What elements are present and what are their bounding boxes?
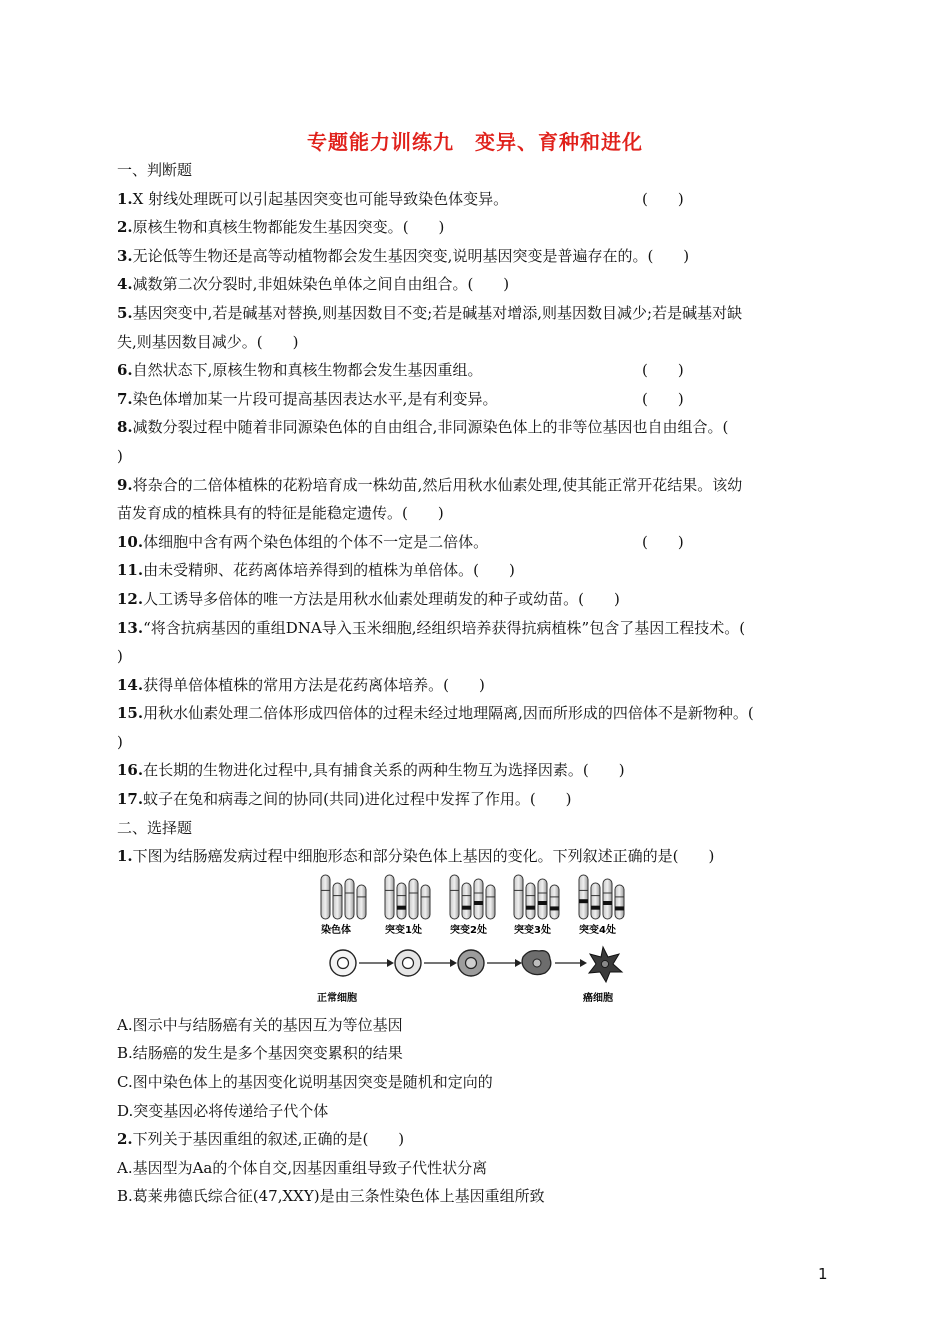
chromosome — [591, 883, 600, 919]
question-number: 2. — [117, 218, 133, 237]
judge-question — [117, 671, 837, 700]
question-number: 15. — [117, 704, 144, 723]
chromosome-group-0 — [321, 875, 366, 919]
mutation-band — [538, 901, 547, 905]
answer-blank[interactable]: ( ) — [256, 332, 299, 351]
answer-blank[interactable]: ( ) — [473, 561, 515, 580]
option-a: A.图示中与结肠癌有关的基因互为等位基因 — [117, 1015, 403, 1034]
question-number: 16. — [117, 761, 144, 780]
chromosome — [333, 883, 342, 919]
figure-label-mutation-3: 突变3处 — [514, 924, 551, 936]
question-number: 3. — [117, 246, 133, 265]
question-text: 人工诱导多倍体的唯一方法是用秋水仙素处理萌发的种子或幼苗。 — [143, 589, 579, 608]
judge-question — [117, 756, 837, 785]
chromosome-group-4 — [579, 875, 624, 919]
question-text: “将含抗病基因的重组DNA导入玉米细胞,经组织培养获得抗病植株”包含了基因工程技术。( — [143, 618, 746, 637]
question-2 — [117, 1125, 837, 1154]
section-heading-choice: 二、选择题 — [117, 818, 193, 837]
answer-blank[interactable]: ( ) — [529, 790, 572, 809]
question-text: X 射线处理既可以引起基因突变也可能导致染色体变异。 — [132, 189, 509, 208]
answer-blank[interactable]: ( ) — [402, 218, 445, 237]
chromosome — [615, 885, 624, 919]
content-body — [117, 156, 837, 1211]
answer-blank[interactable]: ( ) — [642, 189, 684, 208]
cancer-cell-label: 癌细胞 — [583, 992, 613, 1004]
option-c: C.图中染色体上的基因变化说明基因突变是随机和定向的 — [117, 1073, 493, 1092]
judge-question-continued — [117, 499, 837, 528]
judge-question — [117, 270, 837, 299]
question-text: 获得单倍体植株的常用方法是花药离体培养。 — [143, 675, 444, 694]
option-b: B.结肠癌的发生是多个基因突变累积的结果 — [117, 1044, 403, 1063]
question-number: 1. — [117, 189, 133, 208]
question-number: 13. — [117, 618, 144, 637]
judge-question — [117, 699, 837, 728]
answer-blank[interactable]: ( ) — [642, 389, 684, 408]
chromosome — [526, 883, 535, 919]
judge-question — [117, 213, 837, 242]
stage-2-cell-icon — [395, 950, 421, 976]
judge-question — [117, 356, 837, 385]
page-title: 专题能力训练九 变异、育种和进化 — [307, 130, 643, 154]
question-number: 1. — [117, 847, 133, 866]
question-1 — [117, 842, 837, 871]
judge-question — [117, 556, 837, 585]
figure-label-mutation-2: 突变2处 — [450, 924, 487, 936]
judge-question-continued — [117, 328, 837, 357]
question-text: 由未受精卵、花药离体培养得到的植株为单倍体。 — [143, 561, 474, 580]
question-1-options — [117, 1011, 837, 1125]
option-d: D.突变基因必将传递给子代个体 — [117, 1101, 329, 1120]
question-number: 7. — [117, 389, 133, 408]
page-number: 1 — [818, 1265, 828, 1283]
option-a: A.基因型为Aa的个体自交,因基因重组导致子代性状分离 — [117, 1158, 488, 1177]
question-number: 6. — [117, 361, 133, 380]
chromosome — [462, 883, 471, 919]
normal-cell-icon — [330, 950, 356, 976]
question-text: 原核生物和真核生物都能发生基因突变。 — [132, 218, 403, 237]
judge-question — [117, 242, 837, 271]
question-number: 11. — [117, 561, 144, 580]
figure-label-chromosome: 染色体 — [321, 924, 351, 936]
question-text: 自然状态下,原核生物和真核生物都会发生基因重组。 — [132, 361, 483, 380]
chromosome — [450, 875, 459, 919]
mutation-band — [550, 906, 559, 910]
question-text: 蚊子在兔和病毒之间的协同(共同)进化过程中发挥了作用。 — [143, 790, 530, 809]
chromosome — [514, 875, 523, 919]
cancer-cell-icon — [589, 947, 622, 982]
mutation-band — [579, 899, 588, 903]
question-number: 2. — [117, 1130, 133, 1149]
question-stem: 下列关于基因重组的叙述,正确的是( ) — [132, 1130, 405, 1149]
chromosome — [385, 875, 394, 919]
answer-blank[interactable]: ( ) — [642, 532, 684, 551]
question-text: 减数第二次分裂时,非姐妹染色单体之间自由组合。 — [132, 275, 468, 294]
mutation-band — [526, 906, 535, 910]
question-number: 17. — [117, 790, 144, 809]
question-text: 将杂合的二倍体植株的花粉培育成一株幼苗,然后用秋水仙素处理,使其能正常开花结果。该幼 — [132, 475, 743, 494]
answer-blank[interactable]: ( ) — [647, 246, 690, 265]
judge-question — [117, 528, 837, 557]
question-text: 基因突变中,若是碱基对替换,则基因数目不变;若是碱基对增添,则基因数目减少;若是碱基对缺 — [132, 303, 743, 322]
judge-question — [117, 614, 837, 643]
chromosome — [579, 875, 588, 919]
chromosome — [421, 885, 430, 919]
chromosome — [321, 875, 330, 919]
answer-blank[interactable]: ( ) — [402, 504, 444, 523]
judge-question-continued — [117, 642, 837, 671]
chromosome — [397, 883, 406, 919]
question-text: 在长期的生物进化过程中,具有捕食关系的两种生物互为选择因素。 — [143, 761, 583, 780]
judge-question — [117, 413, 837, 442]
stage-3-cell-icon — [458, 950, 484, 976]
question-text: 减数分裂过程中随着非同源染色体的自由组合,非同源染色体上的非等位基因也自由组合。( — [132, 418, 729, 437]
mutation-band — [462, 906, 471, 910]
stage-4-cell-icon — [522, 950, 551, 974]
chromosome — [357, 885, 366, 919]
figure-drawing — [317, 871, 637, 1007]
question-number: 5. — [117, 303, 133, 322]
question-number: 4. — [117, 275, 133, 294]
answer-blank[interactable]: ( ) — [582, 761, 625, 780]
question-number: 12. — [117, 589, 144, 608]
answer-blank[interactable]: ( ) — [642, 361, 684, 380]
chromosome — [345, 879, 354, 919]
option-b: B.葛莱弗德氏综合征(47,XXY)是由三条性染色体上基因重组所致 — [117, 1187, 545, 1206]
question-text: 用秋水仙素处理二倍体形成四倍体的过程未经过地理隔离,因而所形成的四倍体不是新物种。( — [143, 704, 754, 723]
chromosome — [486, 885, 495, 919]
chromosome — [550, 885, 559, 919]
judge-question-continued — [117, 442, 837, 471]
chromosome — [603, 879, 612, 919]
question-text: 无论低等生物还是高等动植物都会发生基因突变,说明基因突变是普遍存在的。 — [132, 246, 648, 265]
answer-blank[interactable]: ( ) — [467, 275, 510, 294]
judge-question-list — [117, 185, 837, 814]
question-text: 染色体增加某一片段可提高基因表达水平,是有利变异。 — [132, 389, 498, 408]
mutation-band — [397, 906, 406, 910]
judge-question — [117, 785, 837, 814]
chromosome-group-3 — [514, 875, 559, 919]
question-text-continued: 苗发育成的植株具有的特征是能稳定遗传。 — [117, 504, 403, 523]
mutation-band — [474, 901, 483, 905]
question-number: 14. — [117, 675, 144, 694]
question-number: 10. — [117, 532, 144, 551]
figure-label-mutation-1: 突变1处 — [385, 924, 422, 936]
question-text: 体细胞中含有两个染色体组的个体不一定是二倍体。 — [143, 532, 489, 551]
chromosome-group-2 — [450, 875, 495, 919]
question-text-continued: 失,则基因数目减少。 — [117, 332, 257, 351]
chromosome — [538, 879, 547, 919]
judge-question — [117, 585, 837, 614]
colon-cancer-figure — [117, 871, 837, 1011]
section-heading-judge: 一、判断题 — [117, 161, 193, 179]
answer-blank[interactable]: ( ) — [443, 675, 485, 694]
judge-question — [117, 185, 837, 214]
answer-blank[interactable]: ( ) — [578, 589, 620, 608]
question-stem: 下图为结肠癌发病过程中细胞形态和部分染色体上基因的变化。下列叙述正确的是( ) — [132, 847, 715, 866]
judge-question-continued — [117, 728, 837, 757]
judge-question — [117, 299, 837, 328]
judge-question — [117, 385, 837, 414]
question-text-continued: ) — [117, 647, 123, 666]
question-number: 8. — [117, 418, 133, 437]
chromosome — [474, 879, 483, 919]
figure-label-mutation-4: 突变4处 — [579, 924, 616, 936]
question-text-continued: ) — [117, 732, 123, 751]
question-number: 9. — [117, 475, 133, 494]
normal-cell-label: 正常细胞 — [317, 992, 357, 1004]
chromosome — [409, 879, 418, 919]
chromosome-group-1 — [385, 875, 430, 919]
mutation-band — [591, 906, 600, 910]
question-text-continued: ) — [117, 446, 123, 465]
mutation-band — [615, 906, 624, 910]
mutation-band — [603, 901, 612, 905]
judge-question — [117, 471, 837, 500]
